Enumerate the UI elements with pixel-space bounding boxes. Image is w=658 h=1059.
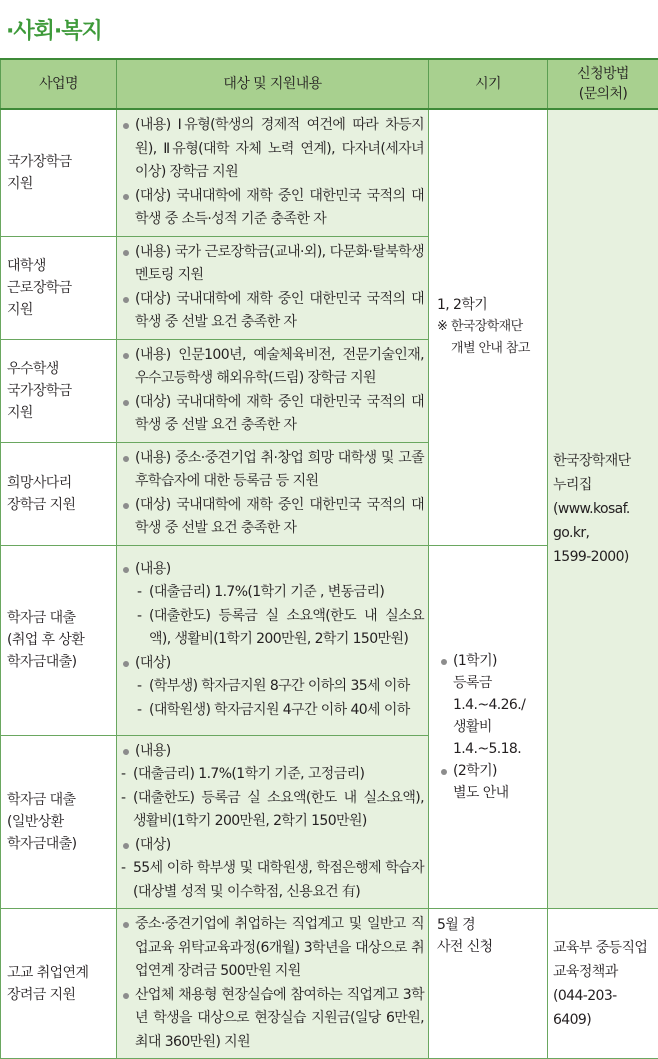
content-list bbox=[119, 241, 424, 335]
content-bullet-item: (대상) 국내대학에 재학 중인 대한민국 국적의 대학생 중 선발 요건 충족한 자 bbox=[119, 288, 424, 335]
program-name-line: 국가장학금 bbox=[7, 151, 112, 173]
content-dash-item: - (대출한도) 등록금 실 소요액(한도 내 실소요액), 생활비(1학기 200만원, 2학기 150만원) bbox=[119, 605, 424, 652]
period-loan-item: (1학기) bbox=[437, 650, 543, 672]
content-list bbox=[119, 114, 424, 232]
content-dash-item: - (대출한도) 등록금 실 소요액(한도 내 실소요액), 생활비(1학기 200만원, 2학기 150만원) bbox=[119, 787, 424, 834]
program-name-line: (일반상환 bbox=[7, 811, 112, 833]
period-loan-item: 별도 안내 bbox=[437, 782, 543, 804]
period-cell-loan bbox=[429, 545, 548, 909]
program-name-cell bbox=[1, 735, 117, 909]
content-bullet-item: (대상) 국내대학에 재학 중인 대한민국 국적의 대학생 중 선발 요건 충족한 자 bbox=[119, 494, 424, 541]
content-bullet-item: (내용) 중소·중견기업 취·창업 희망 대학생 및 고졸 후학습자에 대한 등록금 등 지원 bbox=[119, 447, 424, 494]
program-name-line: 지원 bbox=[7, 299, 112, 321]
content-bullet-item: (대상) bbox=[119, 834, 424, 858]
program-name-line: 희망사다리 bbox=[7, 472, 112, 494]
apply-line: 한국장학재단 bbox=[553, 449, 654, 473]
program-name-line: 학자금대출) bbox=[7, 833, 112, 855]
program-name-line: 학자금 대출 bbox=[7, 789, 112, 811]
period-line: 5월 경 bbox=[437, 914, 543, 936]
header-content: 대상 및 지원내용 bbox=[117, 59, 429, 109]
program-content-cell bbox=[117, 909, 429, 1059]
content-list bbox=[119, 558, 424, 723]
header-program-name: 사업명 bbox=[1, 59, 117, 109]
program-name-line: 국가장학금 bbox=[7, 380, 112, 402]
content-list bbox=[119, 447, 424, 541]
period-loan-item: 1.4.~5.18. bbox=[437, 738, 543, 760]
content-bullet-item: (내용) 인문100년, 예술체육비전, 전문기술인재, 우수고등학생 해외유학(드림) 장학금 지원 bbox=[119, 344, 424, 391]
program-content-cell bbox=[117, 109, 429, 236]
program-content-cell bbox=[117, 236, 429, 339]
content-bullet-item: 중소·중견기업에 취업하는 직업계고 및 일반고 직업교육 위탁교육과정(6개월) 3학년을 대상으로 취업연계 장려금 500만원 지원 bbox=[119, 913, 424, 984]
table-row bbox=[1, 909, 658, 1059]
program-content-cell bbox=[117, 735, 429, 909]
period-line: 사전 신청 bbox=[437, 936, 543, 958]
program-name-line: 장학금 지원 bbox=[7, 494, 112, 516]
table-header-row bbox=[1, 59, 658, 109]
support-programs-table bbox=[0, 58, 658, 1059]
period-cell-vocational bbox=[429, 909, 548, 1059]
apply-cell-moe bbox=[548, 909, 658, 1059]
content-dash-item: - (대출금리) 1.7%(1학기 기준 , 변동금리) bbox=[119, 581, 424, 605]
apply-cell-kosaf bbox=[548, 109, 658, 909]
apply-line: go.kr, bbox=[553, 521, 654, 545]
header-apply-line2: (문의처) bbox=[548, 84, 658, 104]
content-bullet-item: (내용) Ⅰ유형(학생의 경제적 여건에 따라 차등지원), Ⅱ유형(대학 자체 노력 연계), 다자녀(세자녀 이상) 장학금 지원 bbox=[119, 114, 424, 185]
program-name-line: 우수학생 bbox=[7, 358, 112, 380]
apply-line: 교육정책과 bbox=[553, 960, 654, 984]
content-list bbox=[119, 913, 424, 1054]
table-row bbox=[1, 109, 658, 236]
apply-line: (044-203- bbox=[553, 984, 654, 1008]
period-note: 개별 안내 참고 bbox=[437, 338, 543, 360]
apply-line: 누리집 bbox=[553, 473, 654, 497]
apply-line: 6409) bbox=[553, 1008, 654, 1032]
program-name-cell bbox=[1, 545, 117, 735]
content-bullet-item: 산업체 채용형 현장실습에 참여하는 직업계고 3학년 학생을 대상으로 현장실습 지원금(일당 6만원, 최대 360만원) 지원 bbox=[119, 984, 424, 1055]
program-name-cell bbox=[1, 909, 117, 1059]
period-cell-scholarship bbox=[429, 109, 548, 545]
content-bullet-item: (내용) 국가 근로장학금(교내·외), 다문화·탈북학생 멘토링 지원 bbox=[119, 241, 424, 288]
program-name-line: 장려금 지원 bbox=[7, 984, 112, 1006]
header-apply-line1: 신청방법 bbox=[548, 64, 658, 84]
program-name-line: 지원 bbox=[7, 173, 112, 195]
program-content-cell bbox=[117, 442, 429, 545]
content-bullet-item: (내용) bbox=[119, 740, 424, 764]
program-name-cell bbox=[1, 442, 117, 545]
program-name-cell bbox=[1, 236, 117, 339]
program-name-cell bbox=[1, 339, 117, 442]
program-name-cell bbox=[1, 109, 117, 236]
period-loan-list bbox=[437, 650, 543, 804]
program-name-line: 근로장학금 bbox=[7, 277, 112, 299]
content-dash-item: - (대학원생) 학자금지원 4구간 이하 40세 이하 bbox=[119, 699, 424, 723]
content-bullet-item: (대상) bbox=[119, 652, 424, 676]
section-title: ·사회·복지 bbox=[6, 14, 102, 45]
program-name-line: (취업 후 상환 bbox=[7, 629, 112, 651]
apply-line: (www.kosaf. bbox=[553, 497, 654, 521]
program-content-cell bbox=[117, 339, 429, 442]
content-dash-item: - 55세 이하 학부생 및 대학원생, 학점은행제 학습자(대상별 성적 및 이수학점, 신용요건 有) bbox=[119, 857, 424, 904]
header-apply bbox=[548, 59, 658, 109]
content-list bbox=[119, 740, 424, 905]
period-loan-item: 1.4.~4.26./ bbox=[437, 694, 543, 716]
content-bullet-item: (대상) 국내대학에 재학 중인 대한민국 국적의 대학생 중 선발 요건 충족한 자 bbox=[119, 391, 424, 438]
program-name-line: 학자금대출) bbox=[7, 651, 112, 673]
apply-line: 1599-2000) bbox=[553, 545, 654, 569]
content-list bbox=[119, 344, 424, 438]
header-period: 시기 bbox=[429, 59, 548, 109]
program-name-line: 지원 bbox=[7, 402, 112, 424]
period-loan-item: (2학기) bbox=[437, 760, 543, 782]
period-note: ※ 한국장학재단 bbox=[437, 316, 543, 338]
apply-line: 교육부 중등직업 bbox=[553, 936, 654, 960]
program-name-line: 학자금 대출 bbox=[7, 607, 112, 629]
program-content-cell bbox=[117, 545, 429, 735]
content-bullet-item: (내용) bbox=[119, 558, 424, 582]
content-dash-item: - (대출금리) 1.7%(1학기 기준, 고정금리) bbox=[119, 763, 424, 787]
program-name-line: 고교 취업연계 bbox=[7, 962, 112, 984]
content-bullet-item: (대상) 국내대학에 재학 중인 대한민국 국적의 대학생 중 소득·성적 기준 충족한 자 bbox=[119, 185, 424, 232]
period-loan-item: 등록금 bbox=[437, 672, 543, 694]
program-name-line: 대학생 bbox=[7, 255, 112, 277]
content-dash-item: - (학부생) 학자금지원 8구간 이하의 35세 이하 bbox=[119, 675, 424, 699]
period-semesters: 1, 2학기 bbox=[437, 294, 543, 316]
period-loan-item: 생활비 bbox=[437, 716, 543, 738]
